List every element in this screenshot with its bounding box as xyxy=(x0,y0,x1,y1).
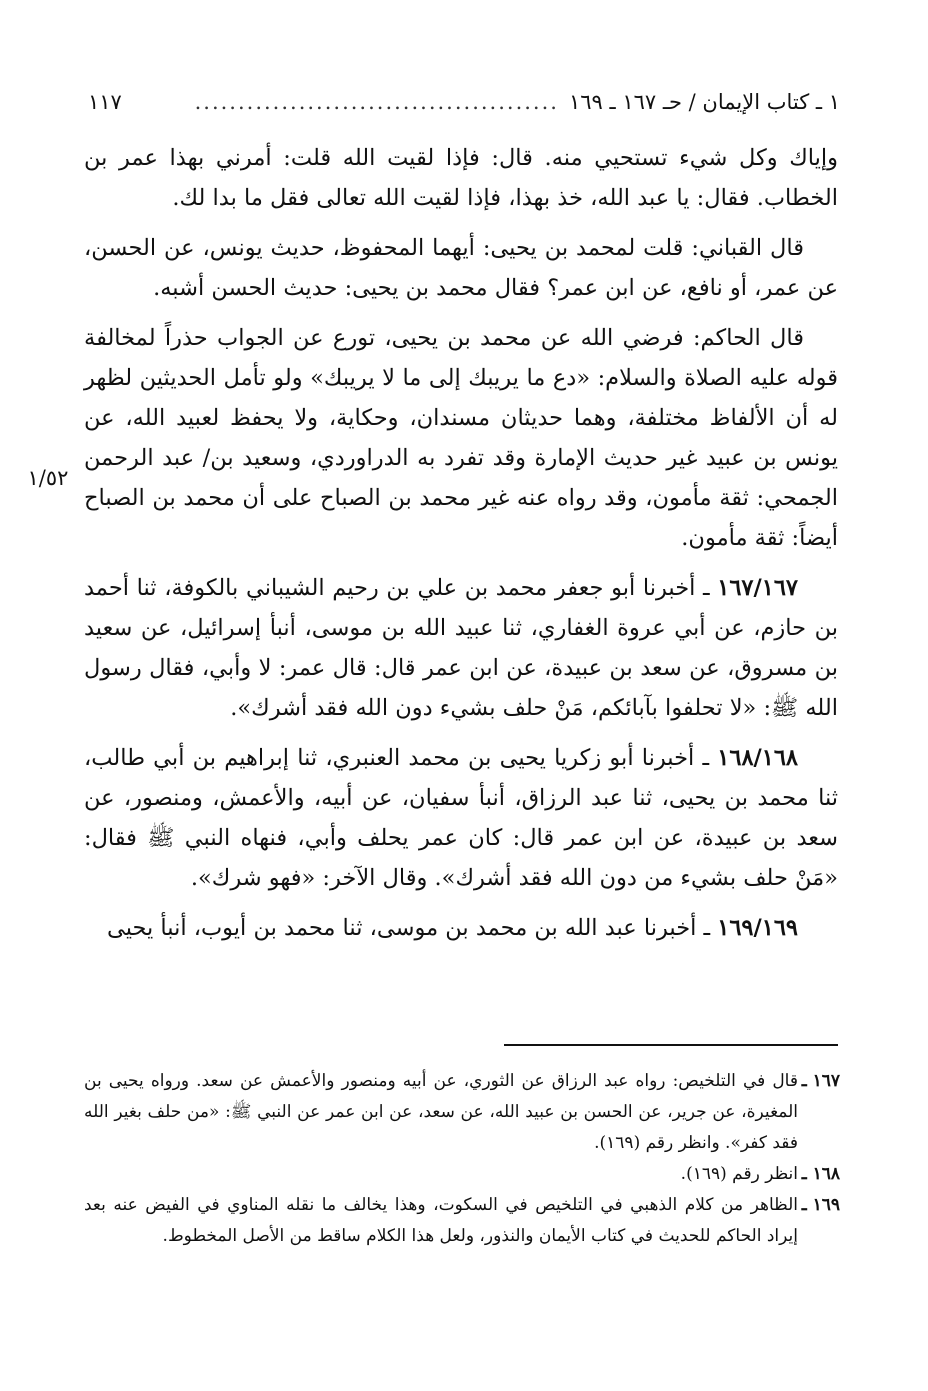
hadith-number: ١٦٩/١٦٩ xyxy=(717,915,798,941)
hadith-168 xyxy=(84,738,838,898)
paragraph-qabbani: قال القباني: قلت لمحمد بن يحيى: أيهما المحفوظ، حديث يونس، عن الحسن، عن عمر، أو نافع، عن ابن عمر؟ فقال محمد بن يحيى: حديث الحسن أشبه. xyxy=(84,235,838,301)
footnote-number: ١٦٨ ـ xyxy=(801,1164,840,1184)
leader-dots: .......................................... xyxy=(194,90,559,114)
footnote-divider xyxy=(504,1044,838,1046)
page-number: ١١٧ xyxy=(88,90,122,114)
hadith-number: ١٦٨/١٦٨ xyxy=(717,745,799,771)
footnote-168 xyxy=(84,1159,840,1190)
footnote-text: انظر رقم (١٦٩). xyxy=(680,1164,798,1184)
paragraph-hakim: قال الحاكم: فرضي الله عن محمد بن يحيى، تورع عن الجواب حذراً لمخالفة قوله عليه الصلاة والسلام: «دع ما يريبك إلى ما لا يريبك» ولو تأمل الحديثين لظهر له أن الألفاظ مختلفة، وهما حديثان مسندان، وحكاية، ولا يحفظ لعبيد الله، عن يونس بن عبيد غير حديث الإمارة وقد تفرد به الدراوردي، وسعيد بن/ عبد الرحمن الجمحي: ثقة مأمون، وقد رواه عنه غير محمد بن الصباح على أن محمد بن الصباح أيضاً: ثقة مأمون. xyxy=(84,325,838,551)
hadith-number: ١٦٧/١٦٧ xyxy=(717,575,798,601)
chapter-title: ١ ـ كتاب الإيمان / حـ ١٦٧ ـ ١٦٩ xyxy=(568,90,840,114)
footnote-number: ١٦٩ ـ xyxy=(801,1195,840,1215)
hadith-169 xyxy=(84,908,838,948)
running-header xyxy=(88,84,840,120)
footnote-167 xyxy=(84,1066,840,1159)
manuscript-folio-note: ١/٥٢ xyxy=(27,466,69,490)
footnote-text: قال في التلخيص: رواه عبد الرزاق عن الثوري، عن أبيه ومنصور والأعمش عن سعد. ورواه يحيى بن المغيرة، عن جرير، عن الحسن بن عبيد الله، عن سعد، عن ابن عمر عن النبي ﷺ: «من حلف بغير الله فقد كفر». وانظر رقم (١٦٩). xyxy=(84,1071,798,1153)
main-text xyxy=(84,138,838,958)
hadith-167 xyxy=(84,568,838,728)
footnotes xyxy=(84,1066,840,1252)
hadith-text: ـ أخبرنا أبو زكريا يحيى بن محمد العنبري، ثنا إبراهيم بن أبي طالب، ثنا محمد بن يحيى، ثنا عبد الرزاق، أنبأ سفيان، عن أبيه، والأعمش، ومنصور، عن سعد بن عبيدة، عن ابن عمر قال: كان عمر يحلف وأبي، فنهاه النبي ﷺ فقال: «مَنْ حلف بشيء من دون الله فقد أشرك». وقال الآخر: «فهو شرك». xyxy=(84,745,838,891)
footnote-169 xyxy=(84,1190,840,1252)
footnote-number: ١٦٧ ـ xyxy=(801,1071,840,1091)
hadith-text: ـ أخبرنا عبد الله بن محمد بن موسى، ثنا محمد بن أيوب، أنبأ يحيى xyxy=(106,915,711,941)
hadith-text: ـ أخبرنا أبو جعفر محمد بن علي بن رحيم الشيباني بالكوفة، ثنا أحمد بن حازم، عن أبي عروة الغفاري، ثنا عبيد الله بن موسى، أنبأ إسرائيل، عن سعيد بن مسروق، عن سعد بن عبيدة، عن ابن عمر قال: قال عمر: لا وأبي، فقال رسول الله ﷺ: «لا تحلفوا بآبائكم، مَنْ حلف بشيء دون الله فقد أشرك». xyxy=(84,575,838,721)
paragraph-continuation: وإياك وكل شيء تستحيي منه. قال: فإذا لقيت الله قلت: أمرني بهذا عمر بن الخطاب. فقال: يا عبد الله، خذ بهذا، فإذا لقيت الله تعالى فقل ما بدا لك. xyxy=(84,145,838,211)
footnote-text: الظاهر من كلام الذهبي في التلخيص في السكوت، وهذا يخالف ما نقله المناوي في الفيض عنه بعد إيراد الحاكم للحديث في كتاب الأيمان والنذور، ولعل هذا الكلام ساقط من الأصل المخطوط. xyxy=(84,1195,798,1246)
